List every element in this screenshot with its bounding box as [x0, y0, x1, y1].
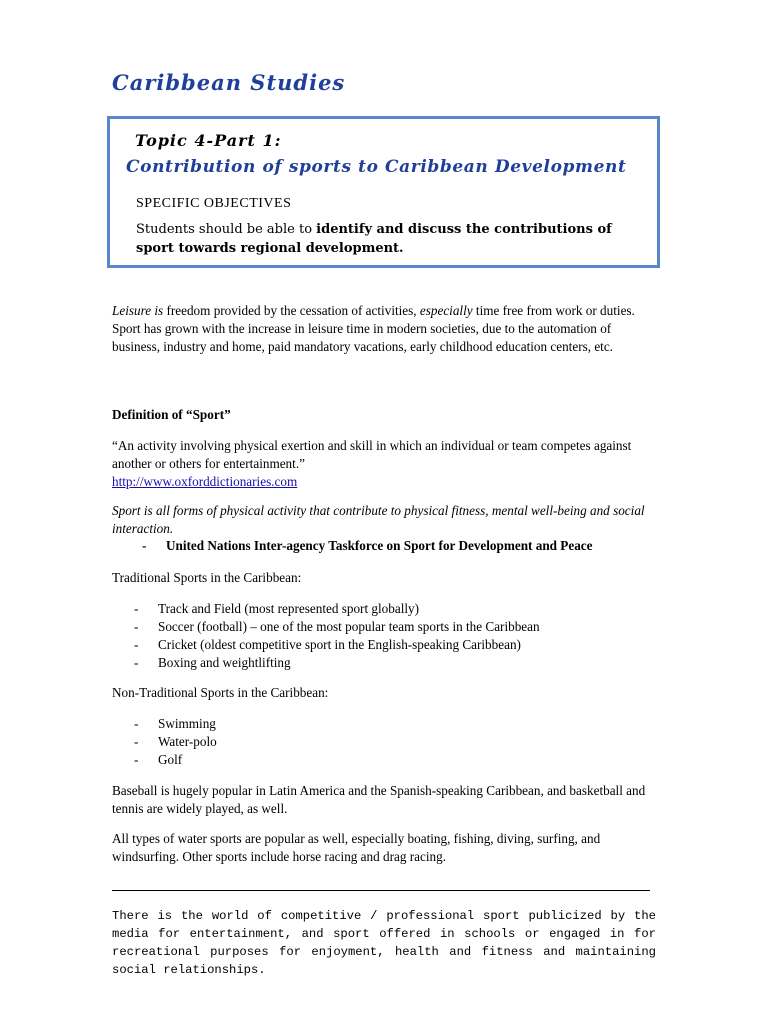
topic-subtitle: Contribution of sports to Caribbean Development: [126, 157, 627, 177]
leisure-emphasis: especially: [419, 303, 473, 318]
baseball-paragraph: Baseball is hugely popular in Latin America and the Spanish-speaking Caribbean, and basketball and tennis are widely played, as well.: [112, 783, 646, 816]
leisure-term: Leisure is: [112, 303, 164, 318]
objectives-heading: SPECIFIC OBJECTIVES: [136, 196, 292, 211]
traditional-list: [134, 600, 540, 672]
traditional-heading: Traditional Sports in the Caribbean:: [112, 570, 302, 585]
list-item: [134, 733, 217, 751]
bullet-dash: -: [134, 655, 139, 670]
list-item-text: Boxing and weightlifting: [158, 655, 291, 670]
leisure-text-1: freedom provided by the cessation of activities,: [163, 303, 420, 318]
leisure-text-2: time free from work or duties. Sport has grown with the increase in leisure time in modern societies, due to the automation of business, industry and home, paid mandatory vacations, early childhood education centers, etc.: [112, 303, 635, 354]
bullet-dash: -: [134, 637, 139, 652]
bullet-dash: -: [134, 601, 139, 616]
bullet-dash: -: [134, 752, 139, 767]
water-sports-paragraph: All types of water sports are popular as well, especially boating, fishing, diving, surfing, and windsurfing. Other sports include horse racing and drag racing.: [112, 831, 601, 864]
list-item: [134, 600, 540, 618]
oxford-link[interactable]: http://www.oxforddictionaries.com: [112, 474, 298, 489]
source-text: United Nations Inter-agency Taskforce on Sport for Development and Peace: [166, 538, 593, 553]
document-title: Caribbean Studies: [112, 70, 346, 95]
definition-heading: Definition of “Sport”: [112, 407, 231, 422]
non-traditional-list: [134, 715, 217, 769]
objectives-text: [136, 220, 636, 258]
section-divider: [112, 890, 650, 891]
list-item-text: Swimming: [158, 716, 216, 731]
list-item: [134, 654, 540, 672]
objectives-text-bold: identify and discuss the contributions of sport towards regional development.: [136, 222, 612, 256]
definition-source: [142, 538, 593, 554]
definition-quote: [112, 437, 660, 491]
list-item: [134, 618, 540, 636]
leisure-paragraph: [112, 302, 660, 356]
list-item-text: Water-polo: [158, 734, 217, 749]
bullet-dash: -: [134, 716, 139, 731]
competitive-sport-paragraph: There is the world of competitive / professional sport publicized by the media for entertainment, and sport offered in schools or engaged in for recreational purposes for enjoyment, health and fitness and maintaining social relationships.: [112, 909, 656, 977]
list-item-text: Track and Field (most represented sport globally): [158, 601, 420, 616]
sport-definition: Sport is all forms of physical activity that contribute to physical fitness, mental well-being and social interaction.: [112, 503, 645, 536]
list-item: [134, 636, 540, 654]
source-dash: -: [142, 538, 147, 553]
list-item-text: Cricket (oldest competitive sport in the English-speaking Caribbean): [158, 637, 521, 652]
topic-label: Topic 4-Part 1:: [135, 131, 282, 150]
bullet-dash: -: [134, 734, 139, 749]
objectives-text-plain: Students should be able to: [136, 222, 317, 237]
quote-text: “An activity involving physical exertion and skill in which an individual or team competes against another or others for entertainment.”: [112, 438, 632, 471]
non-traditional-heading: Non-Traditional Sports in the Caribbean:: [112, 685, 329, 700]
list-item: [134, 715, 217, 733]
bullet-dash: -: [134, 619, 139, 634]
list-item-text: Golf: [158, 752, 183, 767]
list-item: [134, 751, 217, 769]
list-item-text: Soccer (football) – one of the most popular team sports in the Caribbean: [158, 619, 540, 634]
